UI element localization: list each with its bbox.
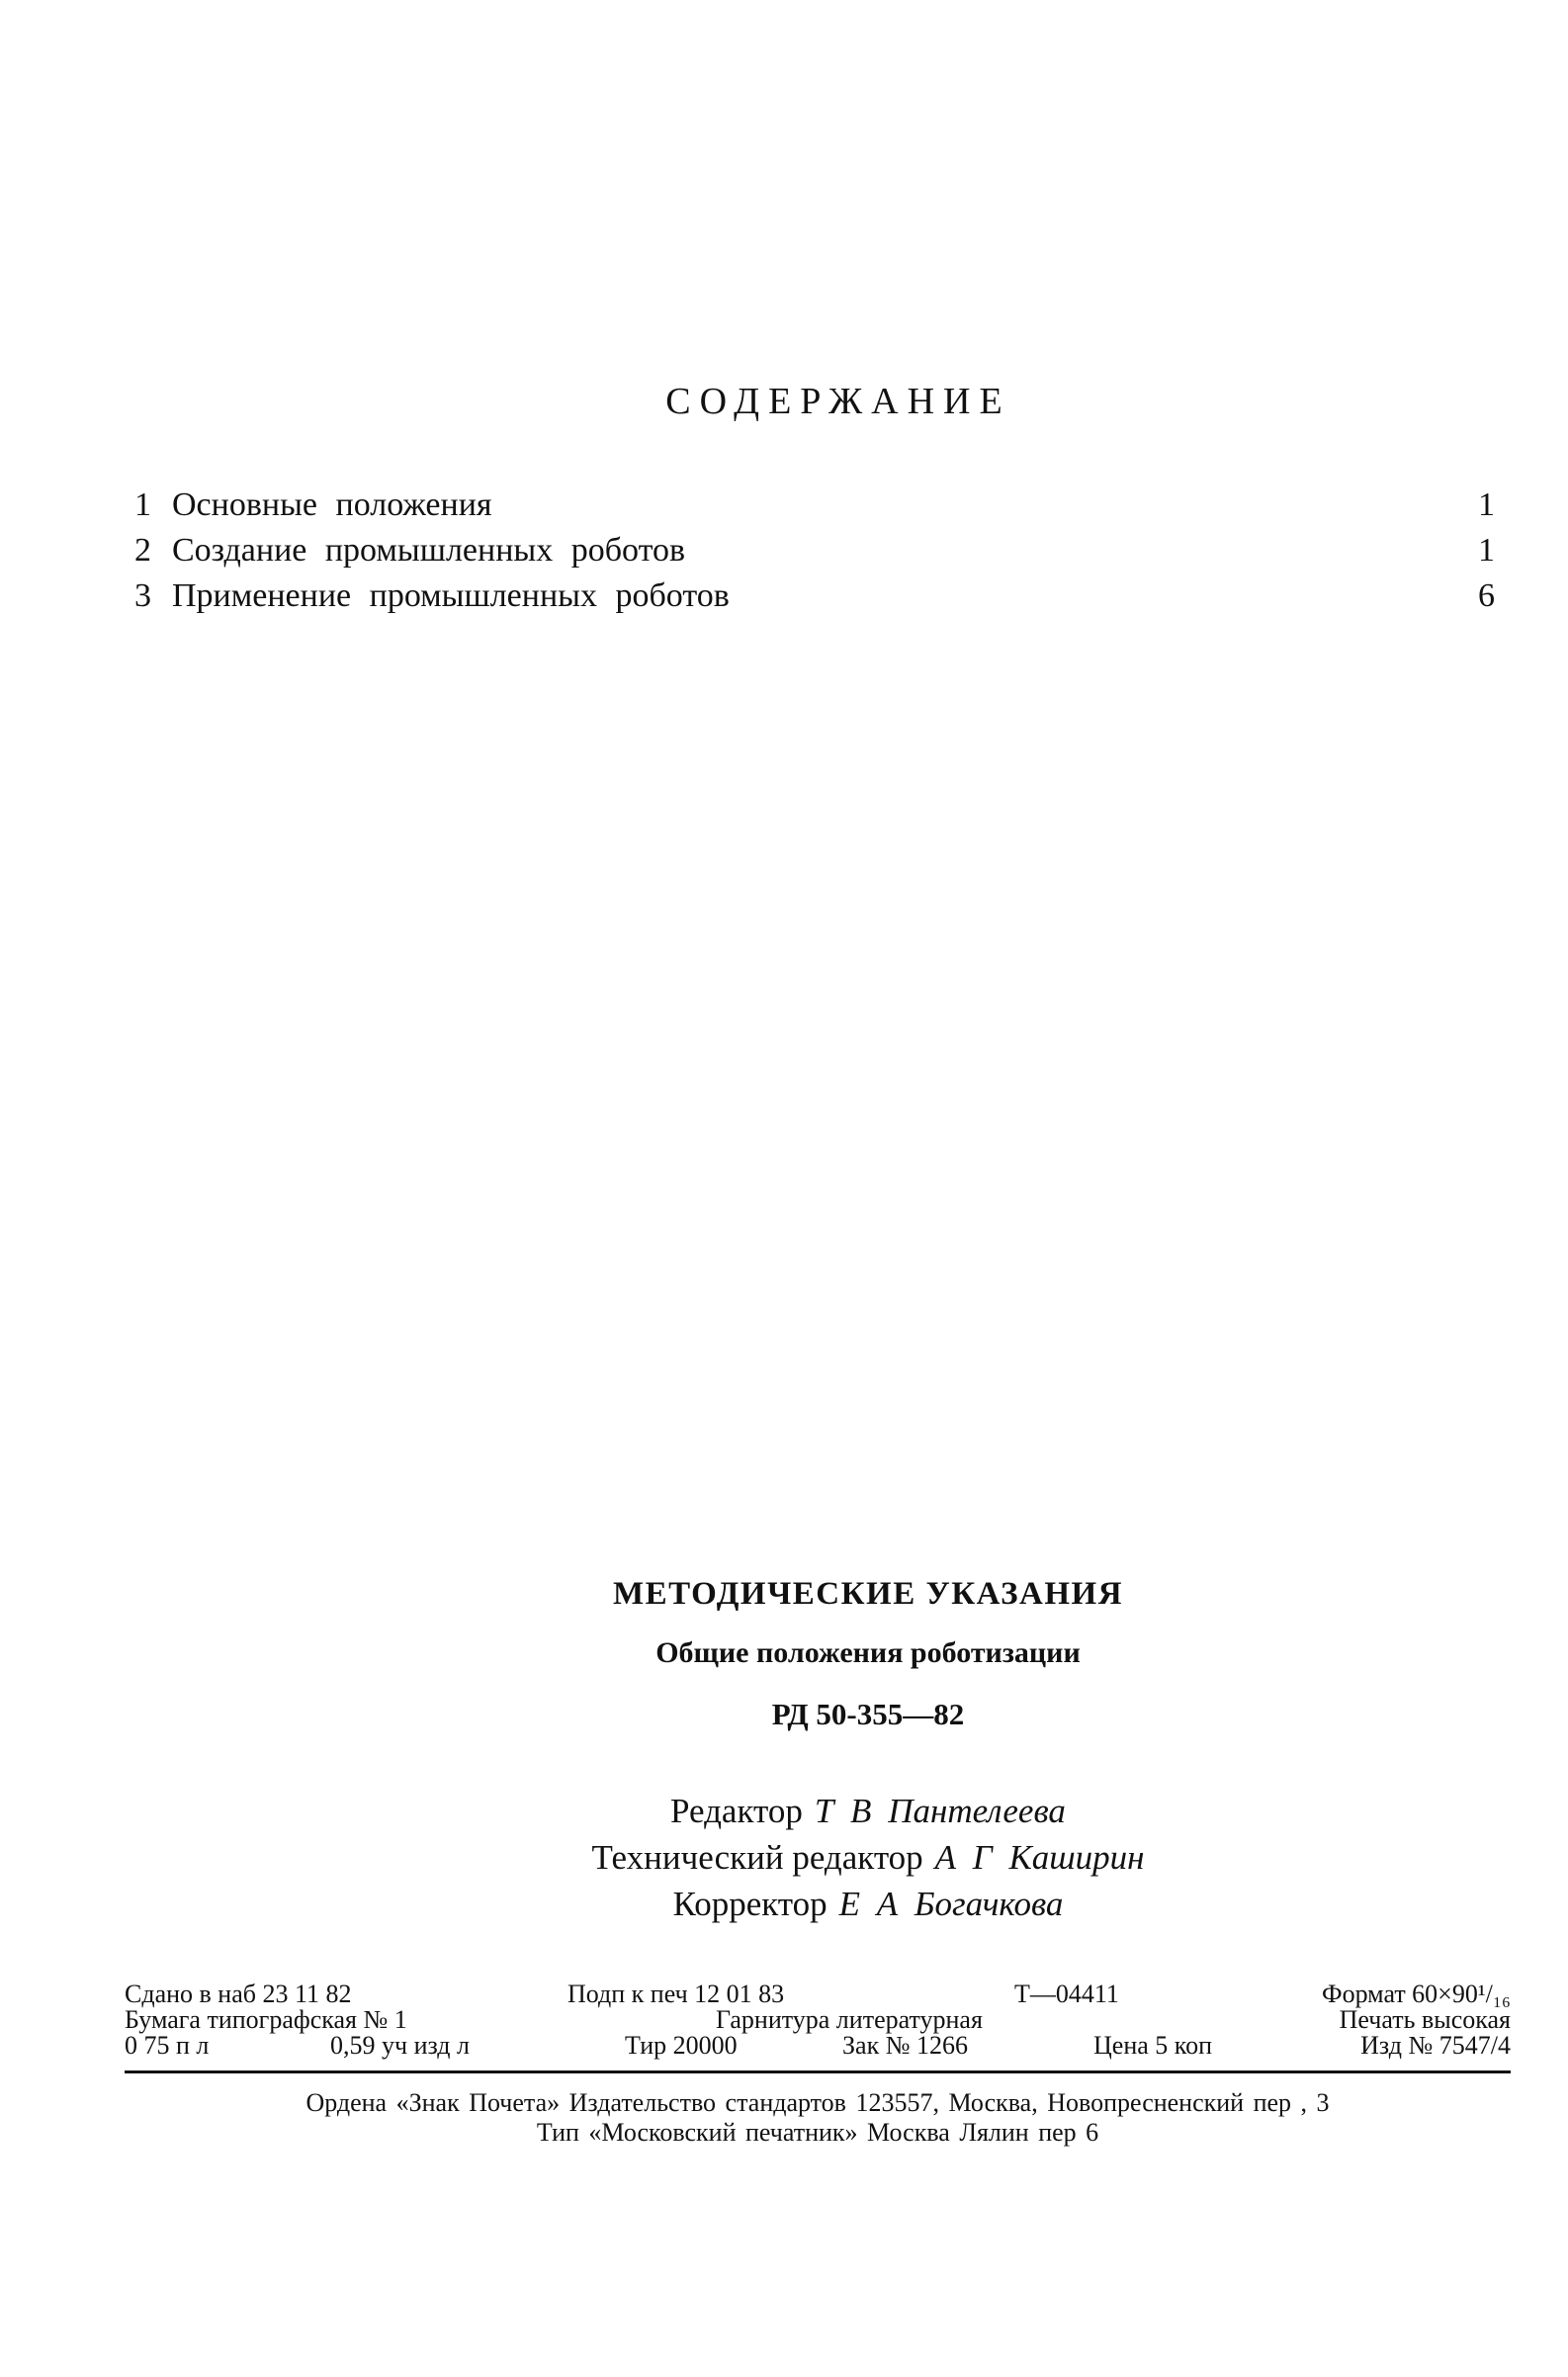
imprint-row xyxy=(125,2007,1511,2033)
toc-item[interactable] xyxy=(134,483,1495,528)
imprint-font: Гарнитура литературная xyxy=(716,2005,983,2034)
toc-item-number: 3 xyxy=(134,577,151,614)
book-title: МЕТОДИЧЕСКИЕ УКАЗАНИЯ xyxy=(612,1576,1124,1612)
imprint-edsheets: 0,59 уч изд л xyxy=(330,2031,470,2060)
credit-person: Т В Пантелеева xyxy=(814,1792,1066,1830)
credit-editor xyxy=(168,1788,1568,1834)
credit-role: Редактор xyxy=(670,1792,803,1830)
credit-person: Е А Богачкова xyxy=(838,1885,1064,1923)
credit-role: Корректор xyxy=(672,1885,828,1923)
imprint-row xyxy=(125,1981,1511,2007)
imprint-sheets: 0 75 п л xyxy=(125,2031,210,2060)
credit-tech-editor xyxy=(168,1834,1568,1881)
credit-role: Технический редактор xyxy=(591,1838,923,1877)
imprint-price: Цена 5 коп xyxy=(1093,2031,1212,2060)
toc-title: СОДЕРЖАНИЕ xyxy=(665,381,1011,422)
imprint-pubno: Изд № 7547/4 xyxy=(1360,2031,1511,2060)
toc-item-number: 1 xyxy=(134,486,151,523)
imprint-print: Печать высокая xyxy=(1339,2005,1511,2034)
toc-item-label: Основные положения xyxy=(172,486,492,523)
credits xyxy=(0,1788,1568,1927)
printer-line: Тип «Московский печатник» Москва Лялин пер 6 xyxy=(536,2118,1099,2147)
imprint-code: Т—04411 xyxy=(1014,1980,1119,2008)
imprint-signed: Подп к печ 12 01 83 xyxy=(567,1980,785,2008)
toc-item-label: Применение промышленных роботов xyxy=(172,577,730,614)
imprint-row xyxy=(125,2033,1511,2059)
credit-proofreader xyxy=(168,1881,1568,1927)
publisher-line: Ордена «Знак Почета» Издательство стандартов 123557, Москва, Новопресненский пер , 3 xyxy=(305,2088,1330,2117)
imprint-order: Зак № 1266 xyxy=(842,2031,969,2060)
imprint-paper: Бумага типографская № 1 xyxy=(125,2005,407,2034)
book-subtitle: Общие положения роботизации xyxy=(655,1636,1081,1669)
imprint-divider xyxy=(125,2070,1511,2073)
toc-item-page: 1 xyxy=(1478,486,1495,523)
toc-item-number: 2 xyxy=(134,532,151,569)
toc-item-page: 6 xyxy=(1478,577,1495,614)
toc-item-label: Создание промышленных роботов xyxy=(172,532,686,569)
credit-person: А Г Каширин xyxy=(934,1838,1145,1877)
book-heading xyxy=(0,1572,1568,1734)
document-code: РД 50-355—82 xyxy=(771,1697,965,1731)
imprint-sent: Сдано в наб 23 11 82 xyxy=(125,1980,352,2008)
imprint-format: Формат 60×90¹/₁₆ xyxy=(1322,1980,1511,2008)
toc-list xyxy=(134,483,1495,619)
imprint-run: Тир 20000 xyxy=(625,2031,738,2060)
toc-item[interactable] xyxy=(134,573,1495,619)
toc-item-page: 1 xyxy=(1478,532,1495,569)
publisher-info xyxy=(125,2088,1511,2148)
toc-item[interactable] xyxy=(134,528,1495,573)
imprint xyxy=(125,1981,1511,2059)
